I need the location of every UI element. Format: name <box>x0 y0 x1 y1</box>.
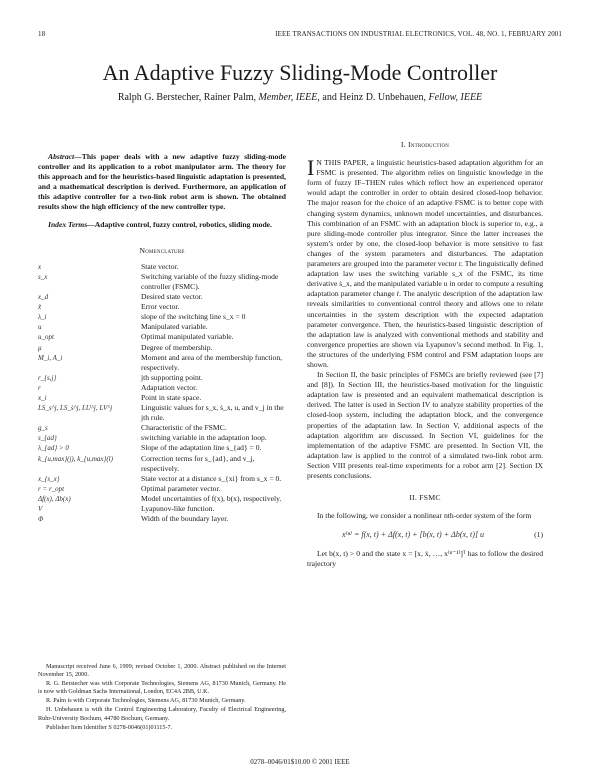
nomenclature-symbol: g_s <box>38 424 48 433</box>
nomenclature-definition: Width of the boundary layer. <box>141 514 229 524</box>
footnote: Publisher Item Identifier S 0278-0046(01)01115-7. <box>46 723 173 731</box>
nomenclature-row <box>38 403 286 423</box>
nomenclature-definition: Optimal parameter vector. <box>141 483 221 493</box>
nomenclature-row <box>38 312 286 322</box>
nomenclature-symbol: r = r_opt <box>38 484 65 493</box>
right-column <box>307 140 543 570</box>
nomenclature-symbol: x <box>38 262 42 271</box>
nomenclature-symbol: V <box>38 505 43 513</box>
nomenclature-definition: State vector at a distance s_{xi} from s_x = 0. <box>141 473 282 483</box>
nomenclature-row <box>38 332 286 342</box>
footnote: R. Palm is with Corporate Technologies, Siemens AG, 81730 Munich, Germany. <box>46 697 246 705</box>
nomenclature-symbol: Δf(x), Δb(x) <box>38 494 71 503</box>
authors-and: , and Heinz D. Unbehauen, <box>317 92 429 103</box>
equation-number: (1) <box>534 530 543 540</box>
nomenclature-symbol: x_{s_x} <box>38 474 60 483</box>
nomenclature-symbol: λ_i <box>38 313 47 322</box>
running-header <box>38 30 562 40</box>
nomenclature-symbol: M_i, A_i <box>38 353 63 362</box>
nomenclature-symbol: x̃ <box>38 303 42 312</box>
nomenclature-row <box>38 454 286 474</box>
footnote: H. Unbehauen is with the Control Engineering Laboratory, Faculty of Electrical Engineering, Ruhr-University Bochum, 44780 Bochum, Germany. <box>38 706 286 722</box>
nomenclature-definition: Slope of the adaptation line s_{ad} = 0. <box>141 443 262 453</box>
nomenclature-row <box>38 443 286 453</box>
nomenclature-definition: Moment and area of the membership function, respectively. <box>141 352 283 372</box>
nomenclature-row <box>38 504 286 514</box>
intro-paragraph-2: In Section II, the basic principles of FSMCs are briefly reviewed (see [7] and [8]). In Section III, the heuristics-based motivation for the linguistic adaptation law is presented and an equivalent mathematical description is derived. The latter is used in Section IV to analyze stability properties of the closed-loop system, including the adaptation block, and the convergence properties of the adaptation law. In Section V, additional aspects of the adaptation algorithm are discussed. In Section VI, guidelines for the implementation of the adaptive FSMC are presented. In Section VII, the adaptation law is applied to the control of a simulated two-link robot arm. Section VIII presents real-time experiments for a robot arm [2]. Section IX presents conclusions. <box>307 370 543 480</box>
fsmc-paragraph-1: In the following, we consider a nonlinear nth-order system of the form <box>317 511 532 521</box>
nomenclature-definition: Lyapunov-like function. <box>141 504 215 513</box>
abstract-text: This paper deals with a new adaptive fuzzy sliding-mode controller and its application to a robot manipulator arm. The theory for this approach and for the heuristics-based linguistic adaptation is presented, and a mathematical description is derived. Furthermore, an application of this adaptive controller for a two-link robot arm is shown. The obtained results show the high efficiency of the new controller type. <box>38 152 286 212</box>
nomenclature-definition: Adaptation vector. <box>141 382 198 392</box>
author2-title: Member, IEEE <box>258 92 318 103</box>
nomenclature-definition: Linguistic values for s_x, ṡ_x, u, and v_j in the jth rule. <box>141 403 284 423</box>
nomenclature-row <box>38 484 286 494</box>
nomenclature-row <box>38 423 286 433</box>
nomenclature-definition: Point in state space. <box>141 392 202 402</box>
nomenclature-definition: Switching variable of the fuzzy sliding-mode controller (FSMC). <box>141 271 279 291</box>
nomenclature-symbol: x_d <box>38 293 49 302</box>
nomenclature-row <box>38 343 286 353</box>
nomenclature-row <box>38 322 286 332</box>
index-terms-text: Adaptive control, fuzzy control, robotics, sliding mode. <box>94 219 272 229</box>
footnote: Manuscript received June 6, 1999; revised October 1, 2000. Abstract published on the Internet November 15, 2000. <box>38 663 286 679</box>
nomenclature-symbol: r <box>38 383 41 392</box>
nomenclature-definition: switching variable in the adaptation loop. <box>141 433 267 443</box>
index-terms-label: Index Terms— <box>48 219 95 229</box>
nomenclature-symbol: λ_{ad} > 0 <box>38 444 69 453</box>
nomenclature-list <box>38 262 286 524</box>
nomenclature-definition: Manipulated variable. <box>141 322 208 332</box>
nomenclature-symbol: k_{u,max}(j), k_{u,max}(l) <box>38 454 113 463</box>
drop-cap: I <box>307 155 315 181</box>
nomenclature-row <box>38 272 286 292</box>
copyright-line: 0278–0046/01$10.00 © 2001 IEEE <box>250 758 350 766</box>
nomenclature-definition: Error vector. <box>141 302 180 312</box>
nomenclature-row <box>38 262 286 272</box>
nomenclature-row <box>38 393 286 403</box>
equation-1 <box>307 530 543 540</box>
nomenclature-symbol: s_x <box>38 272 48 281</box>
nomenclature-definition: jth supporting point. <box>141 372 203 382</box>
intro-lead-caps: N THIS PAPER, <box>316 158 369 168</box>
nomenclature-definition: Model uncertainties of f(x), b(x), respectively. <box>141 493 282 503</box>
nomenclature-definition: Optimal manipulated variable. <box>141 332 234 342</box>
section-heading-fsmc: II. FSMC <box>409 493 441 503</box>
abstract-label: Abstract— <box>48 152 82 161</box>
intro-text-1: a linguistic heuristics-based adaptation algorithm for an FSMC is presented. The algorithm relies on linguistic knowledge in the form of fuzzy IF–THEN rules which reflect how an experienced operator would adapt the controller in order to obtain desired closed-loop behavior. The major reason for the choice of an adaptive FSMC is to better cope with changing system dynamics, unknown model uncertainties, and disturbances. This combination of an FSMC with an adaptation block is superior to, e.g., a pure sliding-mode controller plus integrator. Since the latter increases the system’s order by one, the closed-loop behavior is more sensitive to fast changes of the system parameters and disturbances. The adaptation parameters are grouped into the parameter vector r. The linguistically defined adaptation law uses the switching variable s_x of the FSMC, its time derivative ṡ_x, and the manipulated variable u in order to compute a resulting adaptation parameter change ṙ. The analytic description of the adaptation law reveals similarities to conventional control theory and allows one to relate uncertainties in the system description with the expected adaptation parameter convergence. Then, the heuristics-based linguistic description of the adaptation law is analyzed with conventional methods and stability and convergence properties are shown via Lyapunov’s second method. In Fig. 1, the structures of the underlying FSM control and FSM adaptation loops are shown. <box>307 158 543 369</box>
author3-title: Fellow, IEEE <box>428 92 483 103</box>
fsmc-paragraph-2: Let b(x, t) > 0 and the state x = [x, ẋ, …, x⁽ⁿ⁻¹⁾]ᵀ has to follow the desired trajectory <box>307 549 543 569</box>
nomenclature-row <box>38 474 286 484</box>
nomenclature-definition: State vector. <box>141 261 179 271</box>
nomenclature-definition: Desired state vector. <box>141 292 203 302</box>
nomenclature-row <box>38 353 286 373</box>
nomenclature-symbol: Φ <box>38 515 44 524</box>
nomenclature-row <box>38 514 286 524</box>
footnote: R. G. Berstecher was with Corporate Technologies, Siemens AG, 81730 Munich, Germany. He is now with Goldman Sachs International, London, EC4A 2BB, U.K. <box>38 680 286 696</box>
section-heading-introduction: I. Introduction <box>400 140 450 149</box>
nomenclature-definition: Characteristic of the FSMC. <box>141 423 227 433</box>
footnotes <box>38 663 286 733</box>
nomenclature-heading: Nomenclature <box>139 245 185 255</box>
nomenclature-definition: Degree of membership. <box>141 342 213 352</box>
nomenclature-symbol: u_opt <box>38 333 54 342</box>
nomenclature-row <box>38 292 286 302</box>
nomenclature-definition: slope of the switching line s_x = 0 <box>141 312 246 322</box>
abstract <box>38 152 286 213</box>
nomenclature-row <box>38 383 286 393</box>
authors-names: Ralph G. Berstecher, Rainer Palm, <box>117 92 259 103</box>
nomenclature-row <box>38 433 286 443</box>
nomenclature-row <box>38 373 286 383</box>
nomenclature-definition: Correction terms for s_{ad}, and v_j, respectively. <box>141 453 255 473</box>
nomenclature-symbol: r_{s,j} <box>38 373 57 382</box>
intro-paragraph-1 <box>307 155 543 370</box>
nomenclature-symbol: x_i <box>38 393 47 402</box>
nomenclature-symbol: s_{ad} <box>38 434 57 443</box>
journal-reference: IEEE TRANSACTIONS ON INDUSTRIAL ELECTRONICS, VOL. 48, NO. 1, FEBRUARY 2001 <box>275 30 562 38</box>
index-terms <box>38 220 286 230</box>
paper-title: An Adaptive Fuzzy Sliding-Mode Controller <box>102 60 498 85</box>
nomenclature-row <box>38 494 286 504</box>
nomenclature-symbol: u <box>38 323 42 332</box>
left-column <box>38 152 286 524</box>
nomenclature-symbol: μ <box>38 343 42 352</box>
page-number: 18 <box>38 30 46 38</box>
nomenclature-symbol: LS_s^j, LS_ṡ^j, LU^j, LV^j <box>38 404 113 413</box>
equation-expression: x⁽ⁿ⁾ = f(x, t) + Δf(x, t) + [b(x, t) + Δb(x, t)] u <box>341 530 485 540</box>
author-line <box>0 92 600 103</box>
nomenclature-row <box>38 302 286 312</box>
